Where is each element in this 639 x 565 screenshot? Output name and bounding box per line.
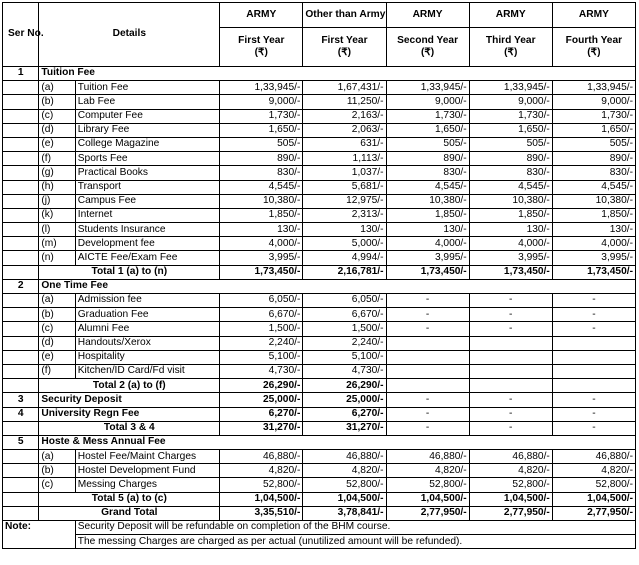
ser-no-cell <box>3 194 39 208</box>
amount-cell: 830/- <box>220 166 303 180</box>
col-year-header <box>220 28 303 67</box>
col-year-header <box>552 28 635 67</box>
amount-cell <box>386 336 469 350</box>
fee-item-row <box>3 237 636 251</box>
amount-cell: 505/- <box>386 137 469 151</box>
col-category-header: ARMY <box>386 3 469 28</box>
section-row <box>3 67 636 81</box>
amount-cell: 1,67,431/- <box>303 81 386 95</box>
ser-no-cell <box>3 350 39 364</box>
total-row <box>3 379 636 393</box>
item-label: Alumni Fee <box>75 322 219 336</box>
item-label: Hostel Fee/Maint Charges <box>75 450 219 464</box>
total-amount-cell: 3,78,841/- <box>303 506 386 520</box>
amount-cell: 6,050/- <box>220 294 303 308</box>
total-amount-cell: 1,04,500/- <box>469 492 552 506</box>
amount-cell: - <box>469 407 552 421</box>
amount-cell: 46,880/- <box>303 450 386 464</box>
col-category-header: Other than Army <box>303 3 386 28</box>
item-code: (a) <box>39 450 75 464</box>
total-amount-cell: 1,73,450/- <box>220 265 303 279</box>
amount-cell: 9,000/- <box>552 95 635 109</box>
amount-cell: 4,820/- <box>552 464 635 478</box>
currency-unit: (₹) <box>587 47 601 58</box>
amount-cell: 4,545/- <box>220 180 303 194</box>
amount-cell: - <box>469 322 552 336</box>
ser-no-cell <box>3 265 39 279</box>
ser-no-cell <box>3 137 39 151</box>
fee-item-row <box>3 123 636 137</box>
amount-cell: 5,100/- <box>220 350 303 364</box>
amount-cell: 6,670/- <box>303 308 386 322</box>
fee-item-row <box>3 180 636 194</box>
item-code: (a) <box>39 81 75 95</box>
amount-cell: 4,000/- <box>552 237 635 251</box>
amount-cell: - <box>552 308 635 322</box>
fee-item-row <box>3 95 636 109</box>
ser-no-cell <box>3 223 39 237</box>
ser-no-cell <box>3 208 39 222</box>
amount-cell: 52,800/- <box>469 478 552 492</box>
amount-cell: 9,000/- <box>386 95 469 109</box>
total-amount-cell: 1,73,450/- <box>552 265 635 279</box>
ser-no-cell <box>3 379 39 393</box>
amount-cell: 1,850/- <box>552 208 635 222</box>
item-label: Lab Fee <box>75 95 219 109</box>
amount-cell: 1,500/- <box>220 322 303 336</box>
fee-item-row <box>3 81 636 95</box>
amount-cell: 52,800/- <box>386 478 469 492</box>
item-code: (d) <box>39 123 75 137</box>
amount-cell: 2,240/- <box>303 336 386 350</box>
amount-cell: 6,270/- <box>220 407 303 421</box>
amount-cell: 3,995/- <box>386 251 469 265</box>
section-title: University Regn Fee <box>39 407 220 421</box>
total-label: Grand Total <box>39 506 220 520</box>
item-code: (e) <box>39 350 75 364</box>
amount-cell: 11,250/- <box>303 95 386 109</box>
amount-cell: 10,380/- <box>220 194 303 208</box>
amount-cell <box>469 336 552 350</box>
amount-cell: - <box>386 393 469 407</box>
amount-cell <box>552 364 635 378</box>
total-label: Total 5 (a) to (c) <box>39 492 220 506</box>
amount-cell: 1,850/- <box>469 208 552 222</box>
total-amount-cell: 2,77,950/- <box>552 506 635 520</box>
amount-cell: - <box>386 308 469 322</box>
amount-cell: - <box>552 393 635 407</box>
total-amount-cell: 1,73,450/- <box>386 265 469 279</box>
amount-cell <box>386 364 469 378</box>
amount-cell: 25,000/- <box>220 393 303 407</box>
ser-no-header: Ser No. <box>3 3 39 67</box>
section-row <box>3 279 636 293</box>
amount-cell: 2,313/- <box>303 208 386 222</box>
amount-cell: 5,100/- <box>303 350 386 364</box>
fee-item-row <box>3 464 636 478</box>
fee-item-row <box>3 109 636 123</box>
amount-cell <box>552 336 635 350</box>
amount-cell: 4,545/- <box>552 180 635 194</box>
amount-cell: 890/- <box>386 152 469 166</box>
item-label: Development fee <box>75 237 219 251</box>
item-code: (b) <box>39 95 75 109</box>
amount-cell: 6,670/- <box>220 308 303 322</box>
amount-cell: 9,000/- <box>220 95 303 109</box>
item-label: Handouts/Xerox <box>75 336 219 350</box>
note-row <box>3 535 636 549</box>
fee-item-row <box>3 350 636 364</box>
fee-item-row <box>3 308 636 322</box>
item-label: Internet <box>75 208 219 222</box>
amount-cell: - <box>552 407 635 421</box>
section-number: 5 <box>3 435 39 449</box>
amount-cell: 890/- <box>220 152 303 166</box>
amount-cell: - <box>469 308 552 322</box>
section-title: Tuition Fee <box>39 67 636 81</box>
amount-cell: - <box>386 322 469 336</box>
amount-cell: 1,850/- <box>220 208 303 222</box>
amount-cell: 4,730/- <box>303 364 386 378</box>
total-row <box>3 265 636 279</box>
ser-no-cell <box>3 237 39 251</box>
amount-cell <box>469 350 552 364</box>
amount-cell: 4,730/- <box>220 364 303 378</box>
fee-item-row <box>3 450 636 464</box>
item-label: Students Insurance <box>75 223 219 237</box>
total-label: Total 3 & 4 <box>39 421 220 435</box>
ser-no-cell <box>3 421 39 435</box>
fee-item-row <box>3 294 636 308</box>
amount-cell: - <box>552 294 635 308</box>
amount-cell: 3,995/- <box>220 251 303 265</box>
amount-cell: 1,730/- <box>469 109 552 123</box>
ser-no-cell <box>3 123 39 137</box>
amount-cell: 1,33,945/- <box>220 81 303 95</box>
year-label: Third Year <box>485 34 536 46</box>
amount-cell: 1,650/- <box>552 123 635 137</box>
total-amount-cell <box>386 379 469 393</box>
fee-item-row <box>3 364 636 378</box>
ser-no-cell <box>3 81 39 95</box>
year-label: Fourth Year <box>565 34 623 46</box>
total-amount-cell: 2,77,950/- <box>469 506 552 520</box>
fee-item-row <box>3 194 636 208</box>
item-code: (h) <box>39 180 75 194</box>
amount-cell: 890/- <box>552 152 635 166</box>
amount-cell: 130/- <box>469 223 552 237</box>
ser-no-cell <box>3 152 39 166</box>
col-category-header: ARMY <box>552 3 635 28</box>
amount-cell <box>386 350 469 364</box>
amount-cell: 4,820/- <box>386 464 469 478</box>
amount-cell: 6,270/- <box>303 407 386 421</box>
ser-no-cell <box>3 464 39 478</box>
section-title: One Time Fee <box>39 279 636 293</box>
item-label: Transport <box>75 180 219 194</box>
fee-item-row <box>3 166 636 180</box>
amount-cell: 1,650/- <box>220 123 303 137</box>
amount-cell: 1,850/- <box>386 208 469 222</box>
amount-cell: 1,730/- <box>220 109 303 123</box>
amount-cell: 1,33,945/- <box>386 81 469 95</box>
total-amount-cell: 2,77,950/- <box>386 506 469 520</box>
amount-cell: 4,820/- <box>220 464 303 478</box>
item-code: (j) <box>39 194 75 208</box>
item-label: Campus Fee <box>75 194 219 208</box>
fee-item-row <box>3 223 636 237</box>
item-label: AICTE Fee/Exam Fee <box>75 251 219 265</box>
ser-no-cell <box>3 450 39 464</box>
note-row <box>3 521 636 535</box>
fee-item-row <box>3 336 636 350</box>
amount-cell: 3,995/- <box>552 251 635 265</box>
section-number: 1 <box>3 67 39 81</box>
amount-cell: 631/- <box>303 137 386 151</box>
col-year-header <box>303 28 386 67</box>
amount-cell: 46,880/- <box>552 450 635 464</box>
item-label: Hostel Development Fund <box>75 464 219 478</box>
amount-cell: 5,681/- <box>303 180 386 194</box>
ser-no-cell <box>3 109 39 123</box>
amount-cell: 4,820/- <box>303 464 386 478</box>
amount-cell: 10,380/- <box>386 194 469 208</box>
col-year-header <box>469 28 552 67</box>
ser-no-cell <box>3 308 39 322</box>
fee-item-row <box>3 478 636 492</box>
amount-cell <box>469 364 552 378</box>
amount-cell: 3,995/- <box>469 251 552 265</box>
fee-item-row <box>3 137 636 151</box>
section-row <box>3 435 636 449</box>
total-amount-cell: - <box>552 421 635 435</box>
total-amount-cell: 31,270/- <box>303 421 386 435</box>
amount-cell: 46,880/- <box>220 450 303 464</box>
fee-item-row <box>3 208 636 222</box>
section-title: Hoste & Mess Annual Fee <box>39 435 636 449</box>
amount-cell: 9,000/- <box>469 95 552 109</box>
amount-cell: 10,380/- <box>552 194 635 208</box>
amount-cell: 1,650/- <box>386 123 469 137</box>
col-year-header <box>386 28 469 67</box>
total-amount-cell: 1,04,500/- <box>303 492 386 506</box>
amount-cell: 830/- <box>386 166 469 180</box>
col-category-header: ARMY <box>469 3 552 28</box>
total-amount-cell: 26,290/- <box>303 379 386 393</box>
item-code: (c) <box>39 109 75 123</box>
currency-unit: (₹) <box>254 47 268 58</box>
item-label: Sports Fee <box>75 152 219 166</box>
total-label: Total 1 (a) to (n) <box>39 265 220 279</box>
amount-cell: 830/- <box>552 166 635 180</box>
item-label: Library Fee <box>75 123 219 137</box>
ser-no-cell <box>3 180 39 194</box>
amount-cell: 505/- <box>552 137 635 151</box>
amount-cell: 130/- <box>303 223 386 237</box>
currency-unit: (₹) <box>337 47 352 58</box>
amount-cell: 25,000/- <box>303 393 386 407</box>
fee-item-row <box>3 152 636 166</box>
amount-cell: 4,545/- <box>469 180 552 194</box>
year-label: First Year <box>238 34 285 46</box>
amount-cell: 52,800/- <box>552 478 635 492</box>
amount-cell: 130/- <box>386 223 469 237</box>
amount-cell: 4,000/- <box>386 237 469 251</box>
section-number: 2 <box>3 279 39 293</box>
item-label: Kitchen/ID Card/Fd visit <box>75 364 219 378</box>
amount-cell: 4,545/- <box>386 180 469 194</box>
amount-cell: - <box>469 393 552 407</box>
currency-unit: (₹) <box>504 47 518 58</box>
item-code: (c) <box>39 478 75 492</box>
total-amount-cell: 1,04,500/- <box>386 492 469 506</box>
amount-cell: - <box>386 294 469 308</box>
amount-cell: 4,000/- <box>469 237 552 251</box>
amount-cell: 2,163/- <box>303 109 386 123</box>
item-code: (d) <box>39 336 75 350</box>
amount-cell: 505/- <box>220 137 303 151</box>
total-row <box>3 421 636 435</box>
single-fee-row <box>3 407 636 421</box>
item-code: (b) <box>39 464 75 478</box>
amount-cell: 4,994/- <box>303 251 386 265</box>
item-code: (l) <box>39 223 75 237</box>
total-amount-cell <box>552 379 635 393</box>
amount-cell: - <box>386 407 469 421</box>
ser-no-cell <box>3 251 39 265</box>
item-code: (f) <box>39 152 75 166</box>
total-amount-cell: - <box>469 421 552 435</box>
item-label: Computer Fee <box>75 109 219 123</box>
fee-structure-table <box>2 2 636 549</box>
amount-cell: 4,000/- <box>220 237 303 251</box>
currency-unit: (₹) <box>420 47 435 58</box>
amount-cell: 130/- <box>220 223 303 237</box>
fee-item-row <box>3 251 636 265</box>
amount-cell: 890/- <box>469 152 552 166</box>
amount-cell: 1,113/- <box>303 152 386 166</box>
amount-cell: 505/- <box>469 137 552 151</box>
amount-cell: 46,880/- <box>386 450 469 464</box>
amount-cell: 1,500/- <box>303 322 386 336</box>
header-row-categories <box>3 3 636 28</box>
section-number: 3 <box>3 393 39 407</box>
total-amount-cell: 1,04,500/- <box>220 492 303 506</box>
ser-no-cell <box>3 166 39 180</box>
item-label: Practical Books <box>75 166 219 180</box>
amount-cell: - <box>552 322 635 336</box>
total-label: Total 2 (a) to (f) <box>39 379 220 393</box>
total-row <box>3 506 636 520</box>
ser-no-cell <box>3 336 39 350</box>
item-code: (m) <box>39 237 75 251</box>
amount-cell: 46,880/- <box>469 450 552 464</box>
amount-cell: 4,820/- <box>469 464 552 478</box>
col-category-header: ARMY <box>220 3 303 28</box>
ser-no-cell <box>3 506 39 520</box>
item-code: (b) <box>39 308 75 322</box>
amount-cell: 12,975/- <box>303 194 386 208</box>
amount-cell: 1,650/- <box>469 123 552 137</box>
item-label: Graduation Fee <box>75 308 219 322</box>
total-amount-cell: 1,73,450/- <box>469 265 552 279</box>
amount-cell: 2,240/- <box>220 336 303 350</box>
item-label: College Magazine <box>75 137 219 151</box>
note-text: The messing Charges are charged as per actual (unutilized amount will be refunded). <box>75 535 635 549</box>
amount-cell: 1,33,945/- <box>469 81 552 95</box>
item-code: (e) <box>39 137 75 151</box>
item-label: Admission fee <box>75 294 219 308</box>
total-amount-cell: 2,16,781/- <box>303 265 386 279</box>
total-amount-cell: - <box>386 421 469 435</box>
section-number: 4 <box>3 407 39 421</box>
amount-cell: 830/- <box>469 166 552 180</box>
item-code: (k) <box>39 208 75 222</box>
ser-no-cell <box>3 294 39 308</box>
ser-no-cell <box>3 478 39 492</box>
item-label: Hospitality <box>75 350 219 364</box>
item-label: Messing Charges <box>75 478 219 492</box>
total-amount-cell: 31,270/- <box>220 421 303 435</box>
amount-cell: 52,800/- <box>220 478 303 492</box>
ser-no-cell <box>3 95 39 109</box>
total-amount-cell: 3,35,510/- <box>220 506 303 520</box>
amount-cell: 10,380/- <box>469 194 552 208</box>
total-amount-cell: 26,290/- <box>220 379 303 393</box>
section-title: Security Deposit <box>39 393 220 407</box>
total-row <box>3 492 636 506</box>
amount-cell: 1,33,945/- <box>552 81 635 95</box>
year-label: First Year <box>321 34 368 46</box>
item-code: (f) <box>39 364 75 378</box>
item-code: (a) <box>39 294 75 308</box>
amount-cell: 6,050/- <box>303 294 386 308</box>
fee-item-row <box>3 322 636 336</box>
item-code: (n) <box>39 251 75 265</box>
details-header: Details <box>39 3 220 67</box>
ser-no-cell <box>3 322 39 336</box>
amount-cell: 1,730/- <box>386 109 469 123</box>
amount-cell: 52,800/- <box>303 478 386 492</box>
item-code: (g) <box>39 166 75 180</box>
total-amount-cell <box>469 379 552 393</box>
single-fee-row <box>3 393 636 407</box>
year-label: Second Year <box>397 34 459 46</box>
amount-cell <box>552 350 635 364</box>
note-text: Security Deposit will be refundable on completion of the BHM course. <box>75 521 635 535</box>
ser-no-cell <box>3 364 39 378</box>
amount-cell: 1,037/- <box>303 166 386 180</box>
amount-cell: 2,063/- <box>303 123 386 137</box>
total-amount-cell: 1,04,500/- <box>552 492 635 506</box>
amount-cell: 1,730/- <box>552 109 635 123</box>
ser-no-cell <box>3 492 39 506</box>
item-label: Tuition Fee <box>75 81 219 95</box>
note-label: Note: <box>3 521 76 549</box>
amount-cell: - <box>469 294 552 308</box>
amount-cell: 5,000/- <box>303 237 386 251</box>
item-code: (c) <box>39 322 75 336</box>
amount-cell: 130/- <box>552 223 635 237</box>
